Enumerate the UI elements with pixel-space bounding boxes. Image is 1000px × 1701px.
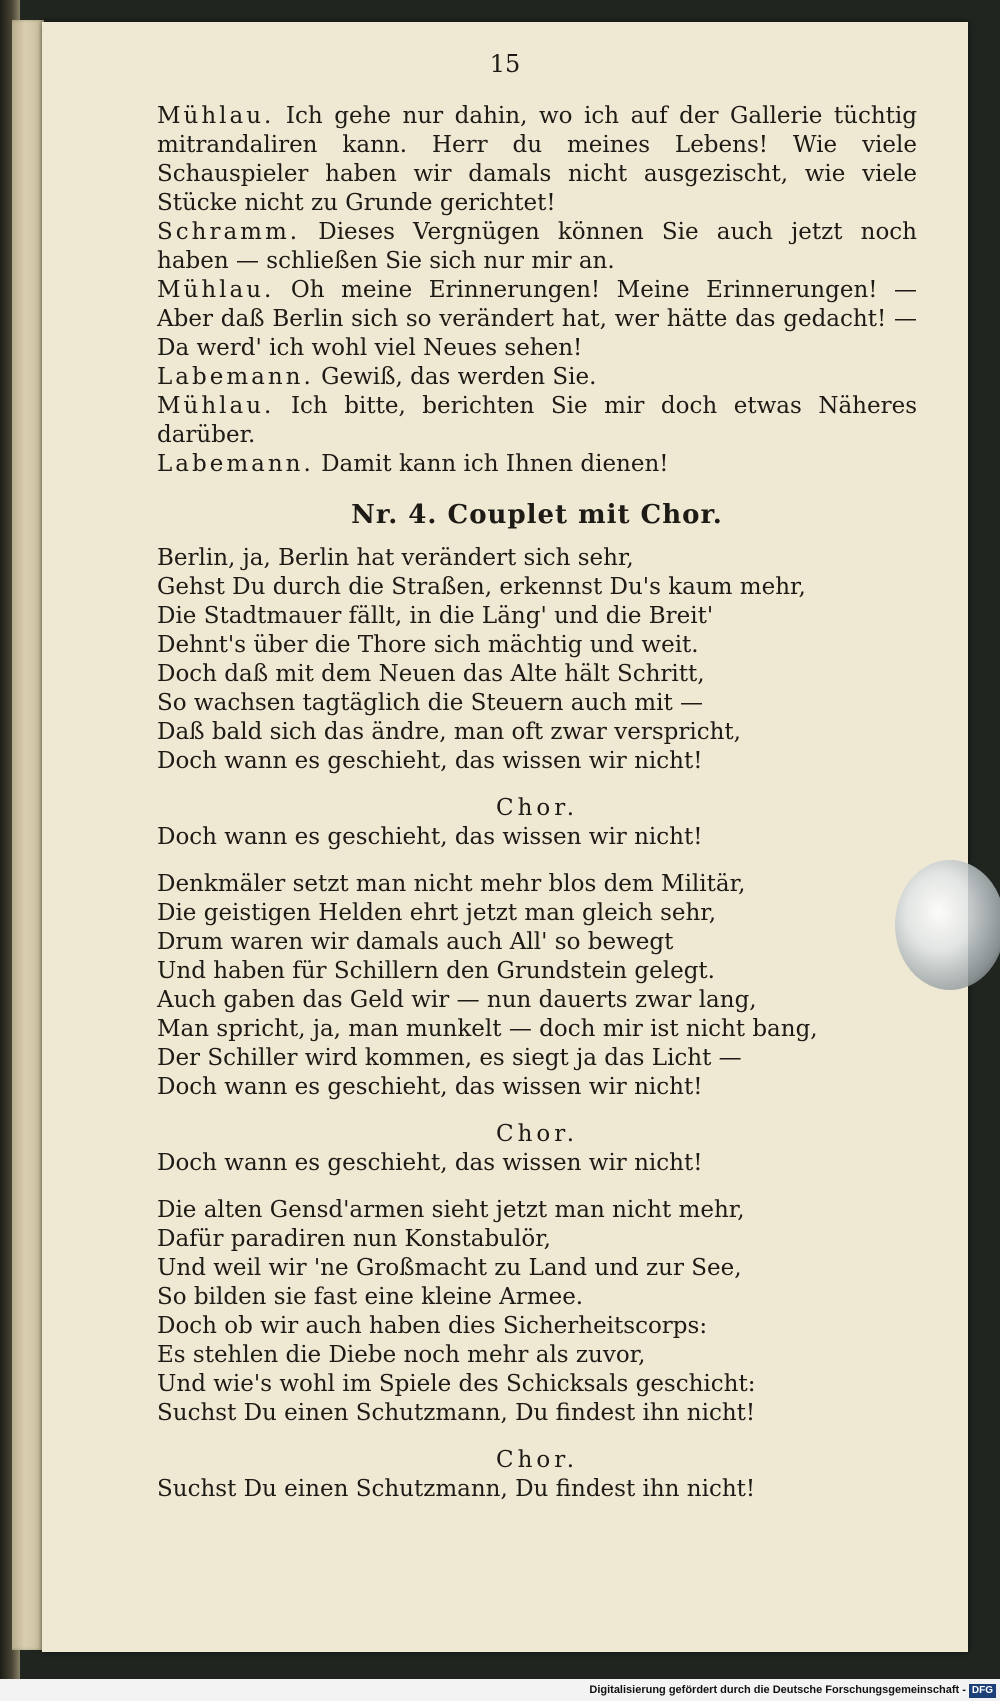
verse-line: Der Schiller wird kommen, es siegt ja das Licht — xyxy=(157,1045,742,1071)
verse-line: Und wie's wohl im Spiele des Schicksals geschicht: xyxy=(157,1371,756,1397)
speaker-name: Mühlau. xyxy=(157,277,275,303)
verse-line: Und weil wir 'ne Großmacht zu Land und zur See, xyxy=(157,1255,742,1281)
verse-line: So wachsen tagtäglich die Steuern auch mit — xyxy=(157,690,704,716)
chorus-label: Chor. xyxy=(495,1447,579,1473)
verse-line: So bilden sie fast eine kleine Armee. xyxy=(157,1284,584,1310)
verse-line: Die Stadtmauer fällt, in die Läng' und die Breit' xyxy=(157,603,714,629)
page-number: 15 xyxy=(489,50,521,78)
dialogue-paragraph xyxy=(157,392,917,450)
speaker-name: Labemann. xyxy=(157,364,314,390)
verse-line: Daß bald sich das ändre, man oft zwar verspricht, xyxy=(157,719,741,745)
song-stanza xyxy=(157,544,917,852)
song-stanza xyxy=(157,1196,917,1504)
chorus-label: Chor. xyxy=(495,795,579,821)
dialogue-text: Oh meine Erinnerungen! Meine Erinnerungen! — Aber daß Berlin sich so verändert hat, wer hätte das gedacht! — Da werd' ich wohl viel Neues sehen! xyxy=(157,277,917,361)
dialogue-text: Dieses Vergnügen können Sie auch jetzt noch haben — schließen Sie sich nur mir an. xyxy=(157,219,917,274)
verse-line: Die geistigen Helden ehrt jetzt man gleich sehr, xyxy=(157,900,717,926)
verse-line: Denkmäler setzt man nicht mehr blos dem Militär, xyxy=(157,871,746,897)
verse-line: Dehnt's über die Thore sich mächtig und weit. xyxy=(157,632,699,658)
verse-line: Es stehlen die Diebe noch mehr als zuvor, xyxy=(157,1342,646,1368)
verse-line: Doch wann es geschieht, das wissen wir nicht! xyxy=(157,1074,703,1100)
verse-line: Doch daß mit dem Neuen das Alte hält Schritt, xyxy=(157,661,705,687)
verse-line: Die alten Gensd'armen sieht jetzt man nicht mehr, xyxy=(157,1197,745,1223)
dialogue-paragraph xyxy=(157,218,917,276)
speaker-name: Mühlau. xyxy=(157,393,275,419)
dialogue-paragraph xyxy=(157,450,917,479)
song-stanza xyxy=(157,870,917,1178)
verse-line: Doch wann es geschieht, das wissen wir nicht! xyxy=(157,748,703,774)
dialogue-text: Ich bitte, berichten Sie mir doch etwas Näheres darüber. xyxy=(157,393,917,448)
magnifier-glare xyxy=(895,860,1000,990)
footer-text: Digitalisierung gefördert durch die Deutsche Forschungsgemeinschaft - xyxy=(589,1684,966,1696)
verse-line: Berlin, ja, Berlin hat verändert sich sehr, xyxy=(157,545,634,571)
book-spine xyxy=(12,20,44,1650)
verse-line: Und haben für Schillern den Grundstein gelegt. xyxy=(157,958,715,984)
dialogue-text: Gewiß, das werden Sie. xyxy=(321,364,597,390)
dialogue-text: Damit kann ich Ihnen dienen! xyxy=(321,451,669,477)
chorus-line: Doch wann es geschieht, das wissen wir nicht! xyxy=(157,824,703,850)
dialogue-text: Ich gehe nur dahin, wo ich auf der Gallerie tüchtig mitrandaliren kann. Herr du meines Lebens! Wie viele Schauspieler haben wir damals nicht ausgezischt, wie viele Stücke nicht zu Grunde gerichtet! xyxy=(157,103,917,216)
song-heading: Nr. 4. Couplet mit Chor. xyxy=(351,500,723,530)
verse-line: Drum waren wir damals auch All' so bewegt xyxy=(157,929,674,955)
verse-line: Suchst Du einen Schutzmann, Du findest ihn nicht! xyxy=(157,1400,756,1426)
dialogue-paragraph xyxy=(157,276,917,363)
dialogue-block xyxy=(157,102,917,479)
book-page xyxy=(42,22,968,1652)
verse-line: Auch gaben das Geld wir — nun dauerts zwar lang, xyxy=(157,987,757,1013)
verse-line: Doch ob wir auch haben dies Sicherheitscorps: xyxy=(157,1313,708,1339)
dialogue-paragraph xyxy=(157,363,917,392)
speaker-name: Labemann. xyxy=(157,451,314,477)
dfg-logo: DFG xyxy=(969,1684,996,1698)
chorus-label: Chor. xyxy=(495,1121,579,1147)
verse-line: Man spricht, ja, man munkelt — doch mir ist nicht bang, xyxy=(157,1016,818,1042)
digitization-footer xyxy=(0,1679,1000,1701)
verse-line: Dafür paradiren nun Konstabulör, xyxy=(157,1226,551,1252)
page-text xyxy=(157,102,917,1522)
speaker-name: Schramm. xyxy=(157,219,301,245)
verse-line: Gehst Du durch die Straßen, erkennst Du's kaum mehr, xyxy=(157,574,806,600)
dialogue-paragraph xyxy=(157,102,917,218)
speaker-name: Mühlau. xyxy=(157,103,275,129)
chorus-line: Suchst Du einen Schutzmann, Du findest ihn nicht! xyxy=(157,1476,756,1502)
song-stanzas xyxy=(157,544,917,1504)
chorus-line: Doch wann es geschieht, das wissen wir nicht! xyxy=(157,1150,703,1176)
